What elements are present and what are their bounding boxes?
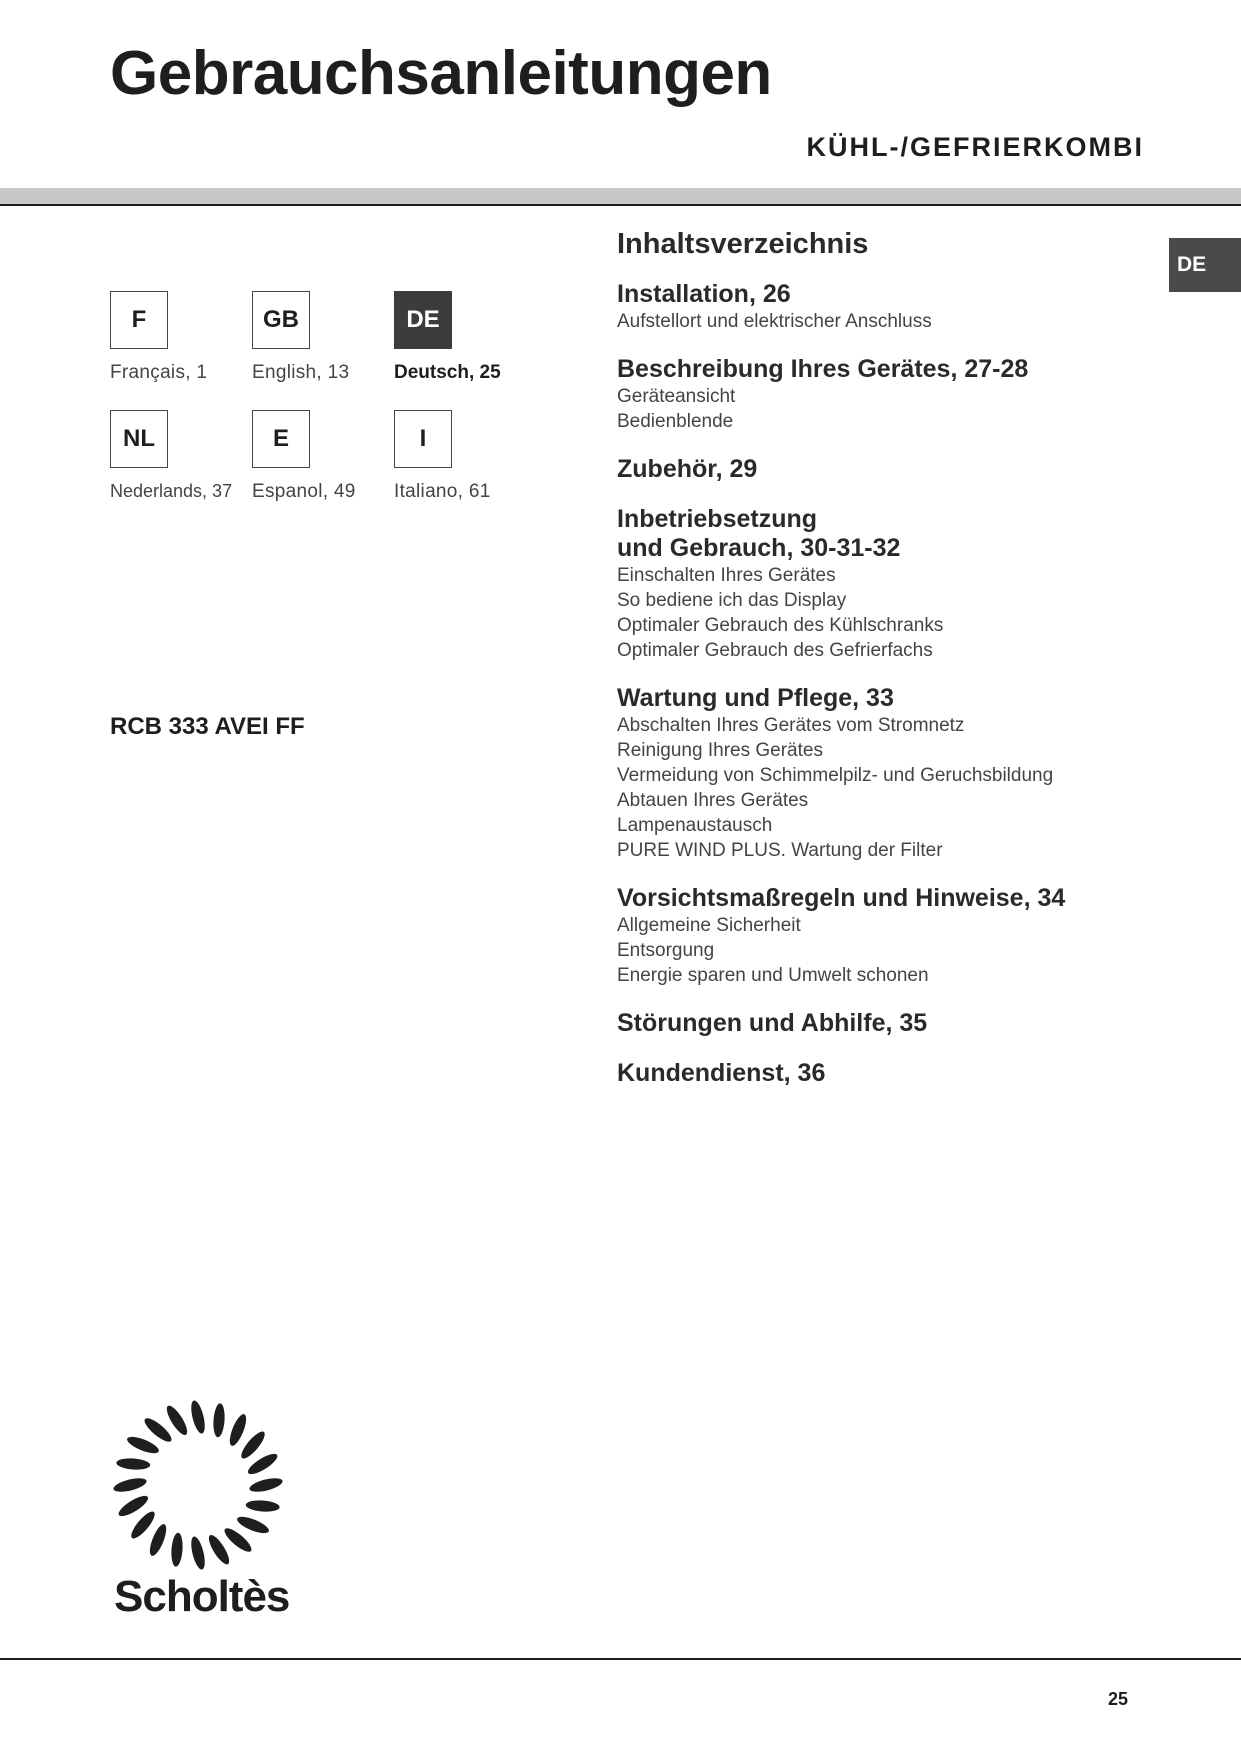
sun-ray <box>189 1399 208 1435</box>
toc-section-title[interactable]: Zubehör, 29 <box>617 455 758 483</box>
language-code-box-active: DE <box>394 291 452 349</box>
toc-item[interactable]: Geräteansicht <box>617 386 736 407</box>
language-label: Français, 1 <box>110 362 208 383</box>
language-label: Espanol, 49 <box>252 481 356 502</box>
toc-item[interactable]: Aufstellort und elektrischer Anschluss <box>617 311 932 332</box>
toc-item[interactable]: Abschalten Ihres Gerätes vom Stromnetz <box>617 715 965 736</box>
toc-item[interactable]: Allgemeine Sicherheit <box>617 915 801 936</box>
toc-section-stoerungen <box>617 1009 1177 1038</box>
language-entry-i[interactable] <box>394 410 534 503</box>
toc-section-zubehoer <box>617 455 1177 484</box>
language-code-box: NL <box>110 410 168 468</box>
brand-name: Scholtès <box>114 1572 290 1621</box>
sun-ray <box>248 1476 284 1495</box>
toc-item[interactable]: Reinigung Ihres Gerätes <box>617 740 823 761</box>
toc-section-wartung <box>617 684 1177 863</box>
toc-section-title[interactable]: Störungen und Abhilfe, 35 <box>617 1009 928 1037</box>
language-entry-e[interactable] <box>252 410 392 503</box>
toc-item[interactable]: Optimaler Gebrauch des Gefrierfachs <box>617 640 933 661</box>
language-label-active: Deutsch, 25 <box>394 362 501 383</box>
sun-ray <box>125 1434 161 1457</box>
toc-section-title[interactable]: Inbetriebsetzung und Gebrauch, 30-31-32 <box>617 505 901 562</box>
product-category: KÜHL-/GEFRIERKOMBI <box>806 132 1144 162</box>
toc-section-vorsicht <box>617 884 1177 988</box>
toc-item[interactable]: So bediene ich das Display <box>617 590 847 611</box>
language-entry-gb[interactable] <box>252 291 392 384</box>
page-number: 25 <box>1107 1689 1128 1709</box>
toc-section-beschreibung <box>617 355 1177 434</box>
sun-ray <box>189 1535 208 1571</box>
toc-item[interactable]: Abtauen Ihres Gerätes <box>617 790 809 811</box>
language-label: English, 13 <box>252 362 350 383</box>
toc-section-installation <box>617 280 1177 334</box>
language-label: Nederlands, 37 <box>110 481 233 501</box>
toc-item[interactable]: Optimaler Gebrauch des Kühlschranks <box>617 615 944 636</box>
language-code-box: E <box>252 410 310 468</box>
toc-item[interactable]: Einschalten Ihres Gerätes <box>617 565 836 586</box>
page-title: Gebrauchsanleitungen <box>110 39 772 108</box>
sun-ray <box>212 1403 225 1438</box>
language-entry-fr[interactable] <box>110 291 250 384</box>
header-divider <box>0 204 1241 206</box>
sun-ray <box>112 1476 148 1495</box>
language-code-box: F <box>110 291 168 349</box>
sun-ray <box>235 1514 271 1537</box>
toc-section-title[interactable]: Beschreibung Ihres Gerätes, 27-28 <box>617 355 1029 383</box>
toc-item[interactable]: PURE WIND PLUS. Wartung der Filter <box>617 840 943 861</box>
toc-item[interactable]: Entsorgung <box>617 940 715 961</box>
language-side-tab: DE <box>1169 238 1241 292</box>
language-code-box: GB <box>252 291 310 349</box>
language-code-box: I <box>394 410 452 468</box>
language-entry-de[interactable] <box>394 291 534 384</box>
sun-ray <box>147 1522 170 1558</box>
toc-section-title[interactable]: Kundendienst, 36 <box>617 1059 826 1087</box>
model-number: RCB 333 AVEI FF <box>110 713 305 740</box>
toc-heading: Inhaltsverzeichnis <box>617 228 869 260</box>
toc-section-title[interactable]: Wartung und Pflege, 33 <box>617 684 894 712</box>
toc-item[interactable]: Energie sparen und Umwelt schonen <box>617 965 929 986</box>
header-band <box>0 188 1241 204</box>
language-entry-nl[interactable] <box>110 410 250 502</box>
toc-section-kundendienst <box>617 1059 1177 1088</box>
footer-divider <box>0 1658 1241 1660</box>
sun-ray <box>170 1532 183 1567</box>
table-of-contents <box>617 228 1177 1109</box>
toc-item[interactable]: Vermeidung von Schimmelpilz- und Geruchsbildung <box>617 765 1054 786</box>
sun-ray <box>227 1412 250 1448</box>
sun-ray <box>116 1457 151 1470</box>
language-label: Italiano, 61 <box>394 481 491 502</box>
toc-section-title[interactable]: Vorsichtsmaßregeln und Hinweise, 34 <box>617 884 1066 912</box>
toc-item[interactable]: Lampenaustausch <box>617 815 773 836</box>
toc-section-title[interactable]: Installation, 26 <box>617 280 791 308</box>
sun-ray <box>245 1499 280 1512</box>
toc-section-inbetriebsetzung <box>617 505 1177 663</box>
toc-item[interactable]: Bedienblende <box>617 411 734 432</box>
